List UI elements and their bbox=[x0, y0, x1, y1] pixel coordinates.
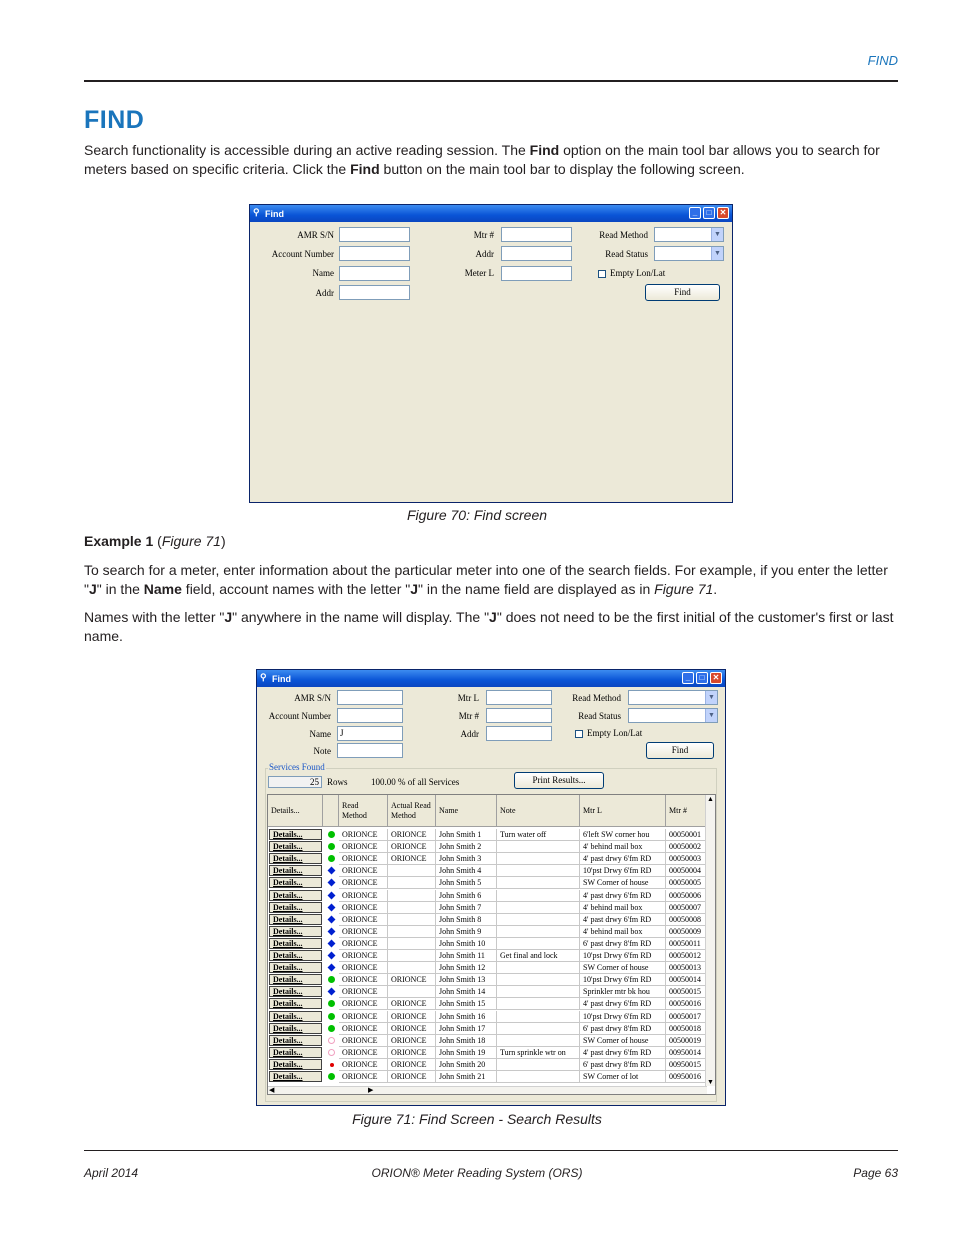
cell-note bbox=[497, 986, 580, 998]
cell-actual-read-method: ORIONCE bbox=[388, 829, 436, 841]
page-title: FIND bbox=[84, 106, 145, 134]
maximize-icon[interactable]: □ bbox=[703, 207, 715, 219]
magnifier-icon: ⚲ bbox=[253, 207, 260, 217]
read-status-label: Read Status bbox=[578, 711, 621, 721]
mtr-num-input[interactable] bbox=[501, 227, 572, 242]
mtr-num-input[interactable] bbox=[486, 708, 552, 723]
account-label: Account Number bbox=[268, 711, 331, 721]
figure71-caption: Figure 71: Find Screen - Search Results bbox=[352, 1111, 602, 1127]
mtr-l-input[interactable] bbox=[486, 690, 552, 705]
meter-l-input[interactable] bbox=[501, 266, 572, 281]
green-circle-icon bbox=[328, 831, 335, 838]
cell-mtr-l: 4' behind mail box bbox=[580, 902, 666, 914]
cell-note bbox=[497, 841, 580, 853]
cell-name: John Smith 3 bbox=[436, 853, 497, 865]
table-row[interactable] bbox=[268, 1035, 705, 1047]
cell-read-method: ORIONCE bbox=[339, 962, 388, 974]
details-button[interactable]: Details... bbox=[269, 1059, 322, 1070]
col-header-note[interactable]: Note bbox=[497, 795, 580, 827]
example-heading: Example 1 (Figure 71) bbox=[84, 533, 226, 549]
cell-read-method: ORIONCE bbox=[339, 998, 388, 1010]
col-header-mtr-l[interactable]: Mtr L bbox=[580, 795, 666, 827]
cell-mtr-num: 00050003 bbox=[666, 853, 707, 865]
rows-label: Rows bbox=[327, 777, 348, 787]
addr-label: Addr bbox=[460, 729, 479, 739]
cell-name: John Smith 20 bbox=[436, 1059, 497, 1071]
read-status-select[interactable] bbox=[628, 708, 718, 723]
cell-mtr-num: 00050016 bbox=[666, 998, 707, 1010]
results-grid bbox=[267, 794, 716, 1095]
table-row[interactable] bbox=[268, 926, 705, 938]
read-method-label: Read Method bbox=[572, 693, 621, 703]
blue-diamond-icon bbox=[328, 988, 336, 996]
blue-diamond-icon bbox=[328, 939, 336, 947]
blue-diamond-icon bbox=[328, 879, 336, 887]
chevron-down-icon: ▼ bbox=[705, 709, 717, 722]
cell-read-method: ORIONCE bbox=[339, 1047, 388, 1059]
blue-diamond-icon bbox=[328, 952, 336, 960]
footer-date: April 2014 bbox=[84, 1166, 139, 1180]
cell-name: John Smith 15 bbox=[436, 998, 497, 1010]
name-input[interactable]: J bbox=[337, 726, 403, 741]
example-paragraph: To search for a meter, enter information about the particular meter into one of the search fields. For example, if you enter the letter "J" in the Name field, account names with the letter "J" in the name field are displayed as in Figure 71. bbox=[84, 562, 888, 597]
cell-read-method: ORIONCE bbox=[339, 1059, 388, 1071]
cell-name: John Smith 13 bbox=[436, 974, 497, 986]
cell-mtr-l: 10'pst Drwy 6'fm RD bbox=[580, 1011, 666, 1023]
cell-name: John Smith 7 bbox=[436, 902, 497, 914]
cell-note bbox=[497, 1011, 580, 1023]
details-button[interactable]: Details... bbox=[269, 877, 322, 888]
read-method-label: Read Method bbox=[599, 230, 648, 240]
window-title: Find bbox=[265, 209, 284, 219]
amr-input[interactable] bbox=[337, 690, 403, 705]
footer-product: ORION® Meter Reading System (ORS) bbox=[371, 1166, 583, 1180]
details-button[interactable]: Details... bbox=[269, 865, 322, 876]
cell-read-method: ORIONCE bbox=[339, 1023, 388, 1035]
read-method-select[interactable] bbox=[628, 690, 718, 705]
cell-mtr-num: 00050001 bbox=[666, 829, 707, 841]
table-row[interactable] bbox=[268, 1047, 705, 1059]
cell-mtr-num: 00050008 bbox=[666, 914, 707, 926]
details-button[interactable]: Details... bbox=[269, 1071, 322, 1082]
cell-read-method: ORIONCE bbox=[339, 1071, 388, 1083]
close-icon[interactable]: ✕ bbox=[710, 672, 722, 684]
amr-label: AMR S/N bbox=[297, 230, 334, 240]
footer-page: Page 63 bbox=[853, 1166, 898, 1180]
read-status-label: Read Status bbox=[605, 249, 648, 259]
cell-read-method: ORIONCE bbox=[339, 1011, 388, 1023]
col-header-read-method[interactable]: Read Method bbox=[339, 795, 388, 827]
header-rule bbox=[84, 80, 898, 82]
cell-note bbox=[497, 998, 580, 1010]
cell-mtr-num: 00950014 bbox=[666, 1047, 707, 1059]
cell-mtr-l: 6' past drwy 8'fm RD bbox=[580, 1059, 666, 1071]
cell-name: John Smith 8 bbox=[436, 914, 497, 926]
details-button[interactable]: Details... bbox=[269, 853, 322, 864]
blue-diamond-icon bbox=[328, 903, 336, 911]
cell-mtr-l: 4' past drwy 6'fm RD bbox=[580, 890, 666, 902]
cell-mtr-num: 00050004 bbox=[666, 865, 707, 877]
cell-note bbox=[497, 877, 580, 889]
col-header-mtr-num[interactable]: Mtr # bbox=[666, 795, 707, 827]
cell-name: John Smith 21 bbox=[436, 1071, 497, 1083]
cell-actual-read-method: ORIONCE bbox=[388, 1035, 436, 1047]
cell-note: Get final and lock bbox=[497, 950, 580, 962]
cell-mtr-num: 00050012 bbox=[666, 950, 707, 962]
cell-mtr-l: SW Corner of house bbox=[580, 1035, 666, 1047]
cell-read-method: ORIONCE bbox=[339, 950, 388, 962]
cell-mtr-num: 00050017 bbox=[666, 1011, 707, 1023]
cell-note bbox=[497, 962, 580, 974]
table-row[interactable] bbox=[268, 962, 705, 974]
chevron-up-icon[interactable]: ▲ bbox=[707, 795, 714, 803]
cell-note: Turn water off bbox=[497, 829, 580, 841]
cell-actual-read-method: ORIONCE bbox=[388, 841, 436, 853]
cell-note bbox=[497, 1035, 580, 1047]
find-window-titlebar bbox=[250, 205, 732, 222]
cell-actual-read-method bbox=[388, 950, 436, 962]
no-read-icon bbox=[328, 1037, 335, 1044]
cell-actual-read-method bbox=[388, 914, 436, 926]
details-button[interactable]: Details... bbox=[269, 841, 322, 852]
read-method-select[interactable] bbox=[654, 227, 724, 242]
cell-actual-read-method: ORIONCE bbox=[388, 853, 436, 865]
table-row[interactable] bbox=[268, 1011, 705, 1023]
cell-actual-read-method: ORIONCE bbox=[388, 1047, 436, 1059]
name-label: Name bbox=[309, 729, 331, 739]
table-row[interactable] bbox=[268, 1059, 705, 1071]
cell-read-method: ORIONCE bbox=[339, 974, 388, 986]
blue-diamond-icon bbox=[328, 915, 336, 923]
figure70-caption: Figure 70: Find screen bbox=[406, 507, 548, 523]
intro-paragraph: Search functionality is accessible during an active reading session. The Find option on the main tool bar allows you to search for meters based on specific criteria. Click the Find button on the main tool bar to display the following screen. bbox=[84, 142, 880, 177]
cell-actual-read-method: ORIONCE bbox=[388, 974, 436, 986]
details-button[interactable]: Details... bbox=[269, 1023, 322, 1034]
cell-mtr-l: 4' past drwy 6'fm RD bbox=[580, 998, 666, 1010]
cell-read-method: ORIONCE bbox=[339, 829, 388, 841]
cell-name: John Smith 6 bbox=[436, 890, 497, 902]
account-label: Account Number bbox=[271, 249, 334, 259]
account-input[interactable] bbox=[339, 246, 410, 261]
cell-note bbox=[497, 890, 580, 902]
cell-actual-read-method bbox=[388, 962, 436, 974]
green-circle-icon bbox=[328, 855, 335, 862]
magnifier-icon: ⚲ bbox=[260, 672, 267, 682]
table-row[interactable] bbox=[268, 914, 705, 926]
table-row[interactable] bbox=[268, 938, 705, 950]
cell-mtr-num: 00950016 bbox=[666, 1071, 707, 1083]
close-icon[interactable]: ✕ bbox=[717, 207, 729, 219]
addr-input[interactable] bbox=[339, 285, 410, 300]
addr2-label: Addr bbox=[475, 249, 494, 259]
details-button[interactable]: Details... bbox=[269, 962, 322, 973]
read-status-select[interactable] bbox=[654, 246, 724, 261]
cell-note bbox=[497, 865, 580, 877]
mtr-l-label: Mtr L bbox=[457, 693, 479, 703]
col-header-actual-read-method[interactable]: Actual Read Method bbox=[388, 795, 436, 827]
minimize-icon[interactable]: _ bbox=[689, 207, 701, 219]
vertical-scrollbar[interactable] bbox=[705, 795, 715, 1086]
cell-note bbox=[497, 926, 580, 938]
table-row[interactable] bbox=[268, 998, 705, 1010]
find-button[interactable]: Find bbox=[645, 284, 720, 301]
green-circle-icon bbox=[328, 1073, 335, 1080]
window-title: Find bbox=[272, 674, 291, 684]
cell-mtr-l: 4' behind mail box bbox=[580, 841, 666, 853]
blue-diamond-icon bbox=[328, 867, 336, 875]
find-results-titlebar bbox=[257, 670, 725, 687]
cell-actual-read-method: ORIONCE bbox=[388, 1071, 436, 1083]
table-row[interactable] bbox=[268, 865, 705, 877]
cell-read-method: ORIONCE bbox=[339, 938, 388, 950]
details-button[interactable]: Details... bbox=[269, 974, 322, 985]
table-row[interactable] bbox=[268, 877, 705, 889]
blue-diamond-icon bbox=[328, 964, 336, 972]
cell-mtr-num: 00500019 bbox=[666, 1035, 707, 1047]
addr2-input[interactable] bbox=[501, 246, 572, 261]
cell-actual-read-method bbox=[388, 890, 436, 902]
cell-mtr-num: 00050018 bbox=[666, 1023, 707, 1035]
details-button[interactable]: Details... bbox=[269, 890, 322, 901]
cell-note bbox=[497, 938, 580, 950]
mtr-num-label: Mtr # bbox=[473, 230, 494, 240]
amr-label: AMR S/N bbox=[294, 693, 331, 703]
green-circle-icon bbox=[328, 843, 335, 850]
cell-mtr-num: 00050014 bbox=[666, 974, 707, 986]
cell-name: John Smith 16 bbox=[436, 1011, 497, 1023]
cell-mtr-l: SW Corner of house bbox=[580, 877, 666, 889]
table-row[interactable] bbox=[268, 890, 705, 902]
details-button[interactable]: Details... bbox=[269, 1047, 322, 1058]
table-row[interactable] bbox=[268, 902, 705, 914]
cell-mtr-num: 00050011 bbox=[666, 938, 707, 950]
cell-mtr-l: 6' past drwy 8'fm RD bbox=[580, 938, 666, 950]
cell-name: John Smith 1 bbox=[436, 829, 497, 841]
cell-actual-read-method bbox=[388, 865, 436, 877]
cell-mtr-l: 4' past drwy 6'fm RD bbox=[580, 853, 666, 865]
cell-name: John Smith 14 bbox=[436, 986, 497, 998]
cell-note: Turn sprinkle wtr on bbox=[497, 1047, 580, 1059]
green-circle-icon bbox=[328, 1013, 335, 1020]
footer-rule bbox=[84, 1150, 898, 1151]
addr-input[interactable] bbox=[486, 726, 552, 741]
table-row[interactable] bbox=[268, 1023, 705, 1035]
cell-name: John Smith 11 bbox=[436, 950, 497, 962]
cell-actual-read-method bbox=[388, 926, 436, 938]
cell-name: John Smith 17 bbox=[436, 1023, 497, 1035]
cell-name: John Smith 10 bbox=[436, 938, 497, 950]
cell-actual-read-method bbox=[388, 986, 436, 998]
cell-mtr-l: SW Corner of lot bbox=[580, 1071, 666, 1083]
cell-mtr-num: 00950015 bbox=[666, 1059, 707, 1071]
amr-input[interactable] bbox=[339, 227, 410, 242]
cell-note bbox=[497, 902, 580, 914]
blue-diamond-icon bbox=[328, 891, 336, 899]
cell-note bbox=[497, 1023, 580, 1035]
cell-read-method: ORIONCE bbox=[339, 986, 388, 998]
horizontal-scrollbar[interactable] bbox=[268, 1086, 707, 1094]
details-button[interactable]: Details... bbox=[269, 998, 322, 1009]
no-read-icon bbox=[328, 1049, 335, 1056]
cell-note bbox=[497, 914, 580, 926]
cell-actual-read-method bbox=[388, 877, 436, 889]
cell-mtr-l: 10'pst Drwy 6'fm RD bbox=[580, 865, 666, 877]
cell-read-method: ORIONCE bbox=[339, 902, 388, 914]
cell-mtr-l: 10'pst Drwy 6'fm RD bbox=[580, 950, 666, 962]
chevron-down-icon: ▼ bbox=[711, 247, 723, 260]
cell-mtr-l: 4' behind mail box bbox=[580, 926, 666, 938]
cell-mtr-num: 00050015 bbox=[666, 986, 707, 998]
cell-mtr-l: 4' past drwy 6'fm RD bbox=[580, 914, 666, 926]
cell-name: John Smith 18 bbox=[436, 1035, 497, 1047]
cell-name: John Smith 9 bbox=[436, 926, 497, 938]
name-label: Name bbox=[312, 268, 334, 278]
name-input[interactable] bbox=[339, 266, 410, 281]
cell-actual-read-method bbox=[388, 938, 436, 950]
services-found-label: Services Found bbox=[269, 762, 325, 772]
cell-read-method: ORIONCE bbox=[339, 853, 388, 865]
find-window bbox=[249, 204, 733, 503]
details-button[interactable]: Details... bbox=[269, 829, 322, 840]
table-row[interactable] bbox=[268, 841, 705, 853]
cell-name: John Smith 5 bbox=[436, 877, 497, 889]
cell-mtr-num: 00050009 bbox=[666, 926, 707, 938]
cell-mtr-num: 00050013 bbox=[666, 962, 707, 974]
cell-read-method: ORIONCE bbox=[339, 841, 388, 853]
chevron-down-icon: ▼ bbox=[711, 228, 723, 241]
cell-note bbox=[497, 853, 580, 865]
table-row[interactable] bbox=[268, 1071, 705, 1083]
running-header: FIND bbox=[867, 53, 898, 68]
cell-mtr-l: 4' past drwy 6'fm RD bbox=[580, 1047, 666, 1059]
chevron-down-icon: ▼ bbox=[705, 691, 717, 704]
cell-note bbox=[497, 1059, 580, 1071]
cell-mtr-l: Sprinkler mtr bk hou bbox=[580, 986, 666, 998]
cell-name: John Smith 19 bbox=[436, 1047, 497, 1059]
details-button[interactable]: Details... bbox=[269, 926, 322, 937]
details-button[interactable]: Details... bbox=[269, 902, 322, 913]
details-button[interactable]: Details... bbox=[269, 1011, 322, 1022]
col-header-name[interactable]: Name bbox=[436, 795, 497, 827]
cell-read-method: ORIONCE bbox=[339, 890, 388, 902]
cell-read-method: ORIONCE bbox=[339, 877, 388, 889]
empty-lonlat-checkbox[interactable] bbox=[575, 730, 583, 738]
addr-label: Addr bbox=[315, 288, 334, 298]
details-button[interactable]: Details... bbox=[269, 914, 322, 925]
cell-mtr-num: 00050005 bbox=[666, 877, 707, 889]
find-results-window bbox=[256, 669, 726, 1106]
table-row[interactable] bbox=[268, 986, 705, 998]
details-button[interactable]: Details... bbox=[269, 950, 322, 961]
cell-note bbox=[497, 1071, 580, 1083]
cell-name: John Smith 2 bbox=[436, 841, 497, 853]
details-button[interactable]: Details... bbox=[269, 1035, 322, 1046]
minimize-icon[interactable]: _ bbox=[682, 672, 694, 684]
names-paragraph: Names with the letter "J" anywhere in the name will display. The "J" does not need to be the first initial of the customer's first or last name. bbox=[84, 609, 894, 644]
table-row[interactable] bbox=[268, 829, 705, 841]
empty-lonlat-checkbox[interactable] bbox=[598, 270, 606, 278]
account-input[interactable] bbox=[337, 708, 403, 723]
details-button[interactable]: Details... bbox=[269, 986, 322, 997]
blue-diamond-icon bbox=[328, 927, 336, 935]
details-button[interactable]: Details... bbox=[269, 938, 322, 949]
cell-read-method: ORIONCE bbox=[339, 865, 388, 877]
cell-actual-read-method: ORIONCE bbox=[388, 1059, 436, 1071]
cell-read-method: ORIONCE bbox=[339, 926, 388, 938]
cell-mtr-num: 00050006 bbox=[666, 890, 707, 902]
percent-text: 100.00 % of all Services bbox=[371, 777, 460, 787]
chevron-right-icon[interactable]: ▶ bbox=[368, 1086, 374, 1094]
cell-mtr-l: 6' past drwy 8'fm RD bbox=[580, 1023, 666, 1035]
cell-name: John Smith 4 bbox=[436, 865, 497, 877]
cell-read-method: ORIONCE bbox=[339, 1035, 388, 1047]
cell-name: John Smith 12 bbox=[436, 962, 497, 974]
chevron-down-icon[interactable]: ▼ bbox=[707, 1078, 714, 1086]
mtr-num-label: Mtr # bbox=[458, 711, 479, 721]
cell-actual-read-method bbox=[388, 902, 436, 914]
meter-l-label: Meter L bbox=[464, 268, 494, 278]
cell-actual-read-method: ORIONCE bbox=[388, 1011, 436, 1023]
cell-mtr-num: 00050007 bbox=[666, 902, 707, 914]
cell-actual-read-method: ORIONCE bbox=[388, 998, 436, 1010]
cell-actual-read-method: ORIONCE bbox=[388, 1023, 436, 1035]
cell-note bbox=[497, 974, 580, 986]
green-circle-icon bbox=[328, 976, 335, 983]
chevron-left-icon[interactable]: ◀ bbox=[269, 1086, 275, 1094]
print-results-button[interactable]: Print Results... bbox=[514, 772, 604, 789]
maximize-icon[interactable]: □ bbox=[696, 672, 708, 684]
col-header-status[interactable] bbox=[323, 795, 339, 827]
cell-mtr-l: 6'left SW corner hou bbox=[580, 829, 666, 841]
table-row[interactable] bbox=[268, 974, 705, 986]
empty-lonlat-label: Empty Lon/Lat bbox=[587, 728, 643, 738]
cell-mtr-num: 00050002 bbox=[666, 841, 707, 853]
green-circle-icon bbox=[328, 1025, 335, 1032]
rows-count: 25 bbox=[268, 776, 322, 788]
note-label: Note bbox=[313, 746, 331, 756]
cell-read-method: ORIONCE bbox=[339, 914, 388, 926]
empty-lonlat-label: Empty Lon/Lat bbox=[610, 268, 666, 278]
table-row[interactable] bbox=[268, 950, 705, 962]
cell-mtr-l: SW Corner of house bbox=[580, 962, 666, 974]
find-button[interactable]: Find bbox=[646, 742, 714, 759]
cell-mtr-l: 10'pst Drwy 6'fm RD bbox=[580, 974, 666, 986]
green-circle-icon bbox=[328, 1000, 335, 1007]
table-row[interactable] bbox=[268, 853, 705, 865]
note-input[interactable] bbox=[337, 743, 403, 758]
red-dot-icon bbox=[330, 1063, 334, 1067]
col-header-details[interactable]: Details... bbox=[268, 795, 323, 827]
